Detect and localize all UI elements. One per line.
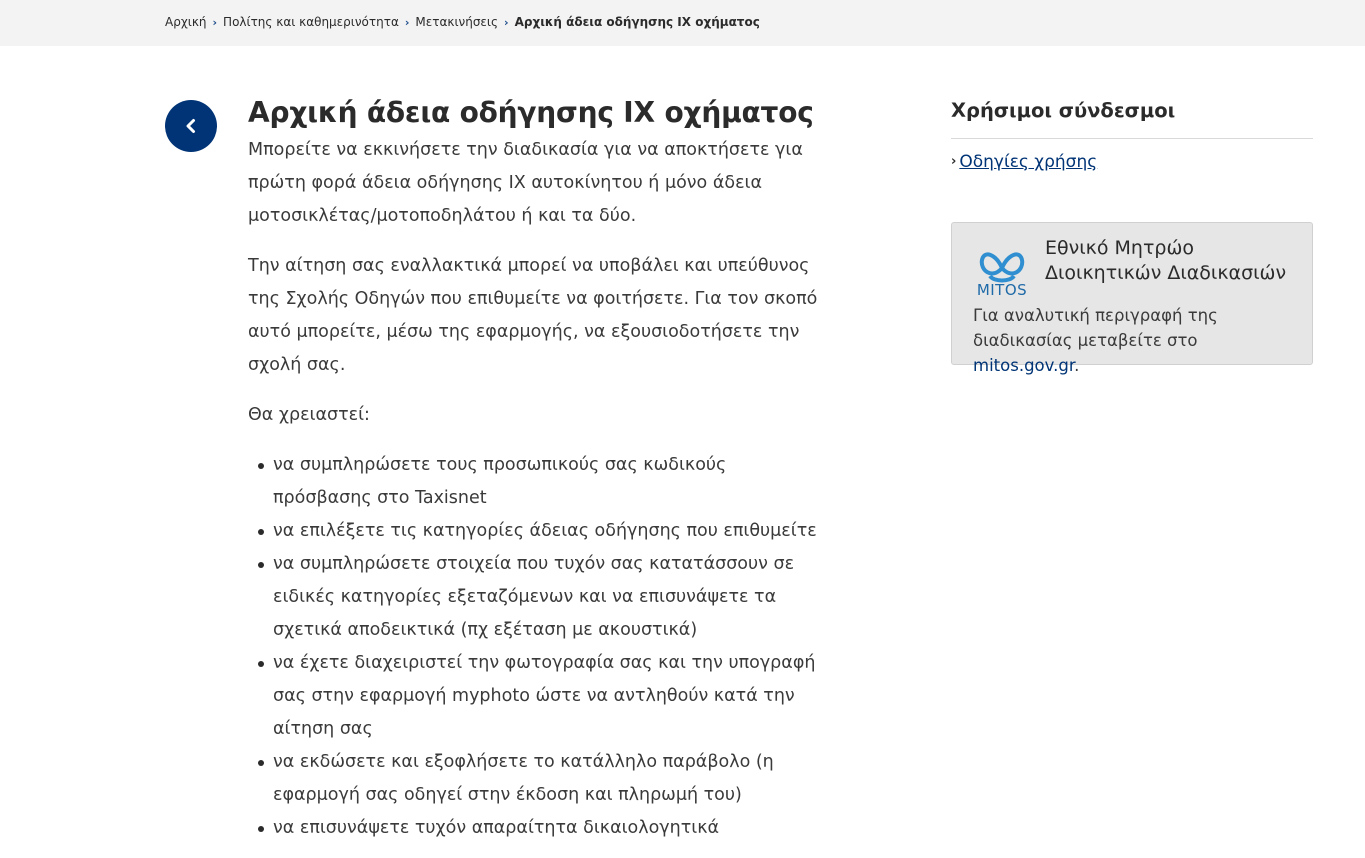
mitos-heading xyxy=(1045,236,1286,286)
chevron-left-icon xyxy=(183,118,199,134)
breadcrumb-bar xyxy=(0,0,1365,46)
page-title: Αρχική άδεια οδήγησης ΙΧ οχήματος xyxy=(248,96,814,129)
list-item: να εκδώσετε και εξοφλήσετε το κατάλληλο παράβολο (η εφαρμογή σας οδηγεί στην έκδοση και πληρωμή του) xyxy=(273,746,828,812)
list-item: να συμπληρώσετε τους προσωπικούς σας κωδικούς πρόσβασης στο Taxisnet xyxy=(273,449,828,515)
intro-paragraph: Μπορείτε να εκκινήσετε την διαδικασία για να αποκτήσετε για πρώτη φορά άδεια οδήγησης ΙΧ αυτοκίνητου ή μόνο άδεια μοτοσικλέτας/μοτοποδηλάτου ή και τα δύο. xyxy=(248,140,803,226)
chevron-right-icon: › xyxy=(504,15,509,29)
breadcrumb-transport[interactable]: Μετακινήσεις xyxy=(415,15,499,29)
mitos-description xyxy=(973,303,1303,378)
chevron-right-icon: › xyxy=(951,154,957,169)
mitos-heading-line2: Διοικητικών Διαδικασιών xyxy=(1045,262,1287,284)
sidebar xyxy=(951,96,1313,175)
mitos-heading-line1: Εθνικό Μητρώο xyxy=(1045,237,1195,259)
useful-links-title: Χρήσιμοι σύνδεσμοι xyxy=(951,96,1313,139)
requirements-list xyxy=(248,449,828,845)
mitos-link[interactable]: mitos.gov.gr xyxy=(973,356,1075,375)
driving-school-paragraph: Την αίτηση σας εναλλακτικά μπορεί να υποβάλει και υπεύθυνος της Σχολής Οδηγών που επιθυμείτε να φοιτήσετε. Για τον σκοπό αυτό μπορείτε, μέσω της εφαρμογής, να εξουσιοδοτήσετε την σχολή σας. xyxy=(248,256,818,375)
main-content xyxy=(248,94,828,845)
mitos-logo-text: MITOS xyxy=(976,281,1028,299)
mitos-desc-suffix: . xyxy=(1074,356,1080,375)
mitos-box xyxy=(951,222,1313,375)
list-item: να επισυνάψετε τυχόν απαραίτητα δικαιολογητικά xyxy=(273,812,828,845)
mitos-desc-text: Για αναλυτική περιγραφή της διαδικασίας μεταβείτε στο xyxy=(973,306,1218,350)
requirements-label: Θα χρειαστεί: xyxy=(248,405,370,425)
breadcrumb xyxy=(165,15,760,29)
useful-link-item xyxy=(951,149,1313,175)
breadcrumb-citizen[interactable]: Πολίτης και καθημερινότητα xyxy=(223,15,399,29)
chevron-right-icon: › xyxy=(212,15,218,29)
instructions-link[interactable]: Οδηγίες χρήσης xyxy=(959,152,1098,172)
list-item: να επιλέξετε τις κατηγορίες άδειας οδήγησης που επιθυμείτε xyxy=(273,515,828,548)
back-button[interactable] xyxy=(165,100,217,152)
chevron-right-icon: › xyxy=(404,15,410,29)
breadcrumb-current: Αρχική άδεια οδήγησης ΙΧ οχήματος xyxy=(514,15,760,29)
list-item: να έχετε διαχειριστεί την φωτογραφία σας και την υπογραφή σας στην εφαρμογή myphoto ώστε να αντληθούν κατά την αίτηση σας xyxy=(273,647,828,746)
list-item: να συμπληρώσετε στοιχεία που τυχόν σας κατατάσσουν σε ειδικές κατηγορίες εξεταζόμενων και να επισυνάψετε τα σχετικά αποδεικτικά (πχ εξέταση με ακουστικά) xyxy=(273,548,828,647)
breadcrumb-home[interactable]: Αρχική xyxy=(165,15,207,29)
